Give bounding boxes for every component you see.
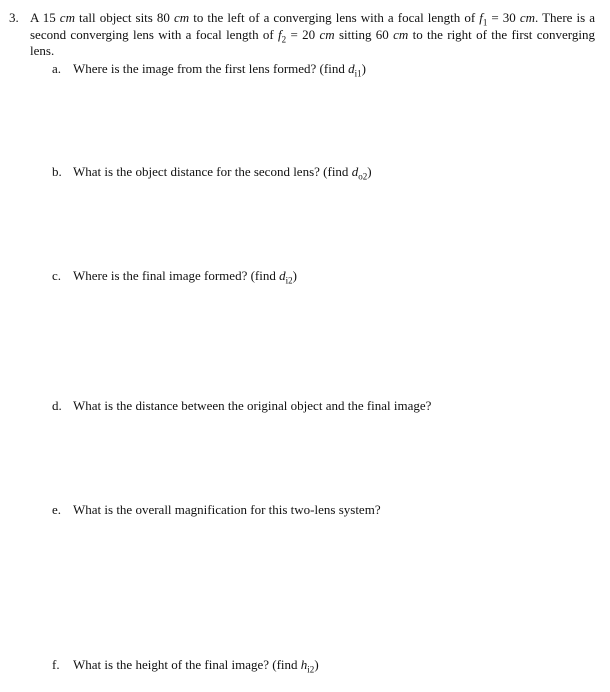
part-e	[0, 502, 610, 520]
part-letter: a.	[52, 61, 62, 76]
statement-text: to the right of the first converging lens.	[30, 26, 595, 58]
math-variable: h	[300, 657, 308, 672]
part-f	[0, 657, 610, 675]
math-subscript: i2	[285, 275, 293, 286]
part-question	[73, 657, 319, 673]
math-variable: d	[351, 164, 359, 179]
unit-cm: cm	[173, 10, 190, 25]
statement-text: A 15	[30, 10, 60, 25]
part-letter: b.	[52, 164, 62, 179]
part-question	[73, 61, 366, 77]
question-text: What is the overall magnification for this two-lens system?	[73, 502, 381, 517]
math-subscript: o2	[358, 171, 368, 182]
part-c	[0, 268, 610, 286]
math-subscript: i1	[354, 68, 362, 79]
statement-text: sitting 60	[334, 26, 394, 42]
part-letter: d.	[52, 398, 62, 413]
part-b	[0, 164, 610, 182]
closing-paren: )	[292, 268, 297, 283]
unit-cm: cm	[519, 10, 536, 25]
statement-text: = 20	[286, 26, 320, 42]
statement-text: tall object sits 80	[74, 10, 174, 25]
unit-cm: cm	[319, 26, 335, 42]
part-question	[73, 268, 297, 284]
math-variable: d	[348, 61, 355, 76]
unit-cm: cm	[59, 10, 75, 25]
statement-text: = 30	[487, 10, 520, 25]
question-text: What is the height of the final image? (find	[73, 657, 301, 672]
part-a	[0, 61, 610, 79]
focal-length-variable: f	[479, 10, 483, 25]
question-text: Where is the image from the first lens formed? (find	[73, 61, 349, 76]
closing-paren: )	[361, 61, 366, 76]
part-question	[73, 398, 431, 414]
part-letter: c.	[52, 268, 62, 283]
part-letter: e.	[52, 502, 62, 517]
part-d	[0, 398, 610, 416]
question-text: What is the object distance for the second lens? (find	[73, 164, 352, 179]
closing-paren: )	[314, 657, 319, 672]
statement-text: to the left of a converging lens with a focal length of	[189, 10, 480, 25]
question-text: What is the distance between the original object and the final image?	[73, 398, 432, 413]
part-letter: f.	[52, 657, 60, 672]
math-subscript: i2	[307, 664, 315, 675]
part-question	[73, 164, 372, 180]
focal-length-subscript: 2	[281, 34, 287, 45]
part-question	[73, 502, 381, 518]
focal-length-variable: f	[278, 26, 282, 42]
math-variable: d	[279, 268, 286, 283]
closing-paren: )	[367, 164, 372, 179]
unit-cm: cm	[393, 26, 409, 42]
focal-length-subscript: 1	[482, 17, 488, 28]
problem-statement	[30, 10, 595, 60]
question-text: Where is the final image formed? (find	[73, 268, 280, 283]
problem-number: 3.	[9, 10, 19, 25]
statement-text: . There is a second converging lens with a focal length of	[30, 10, 595, 42]
